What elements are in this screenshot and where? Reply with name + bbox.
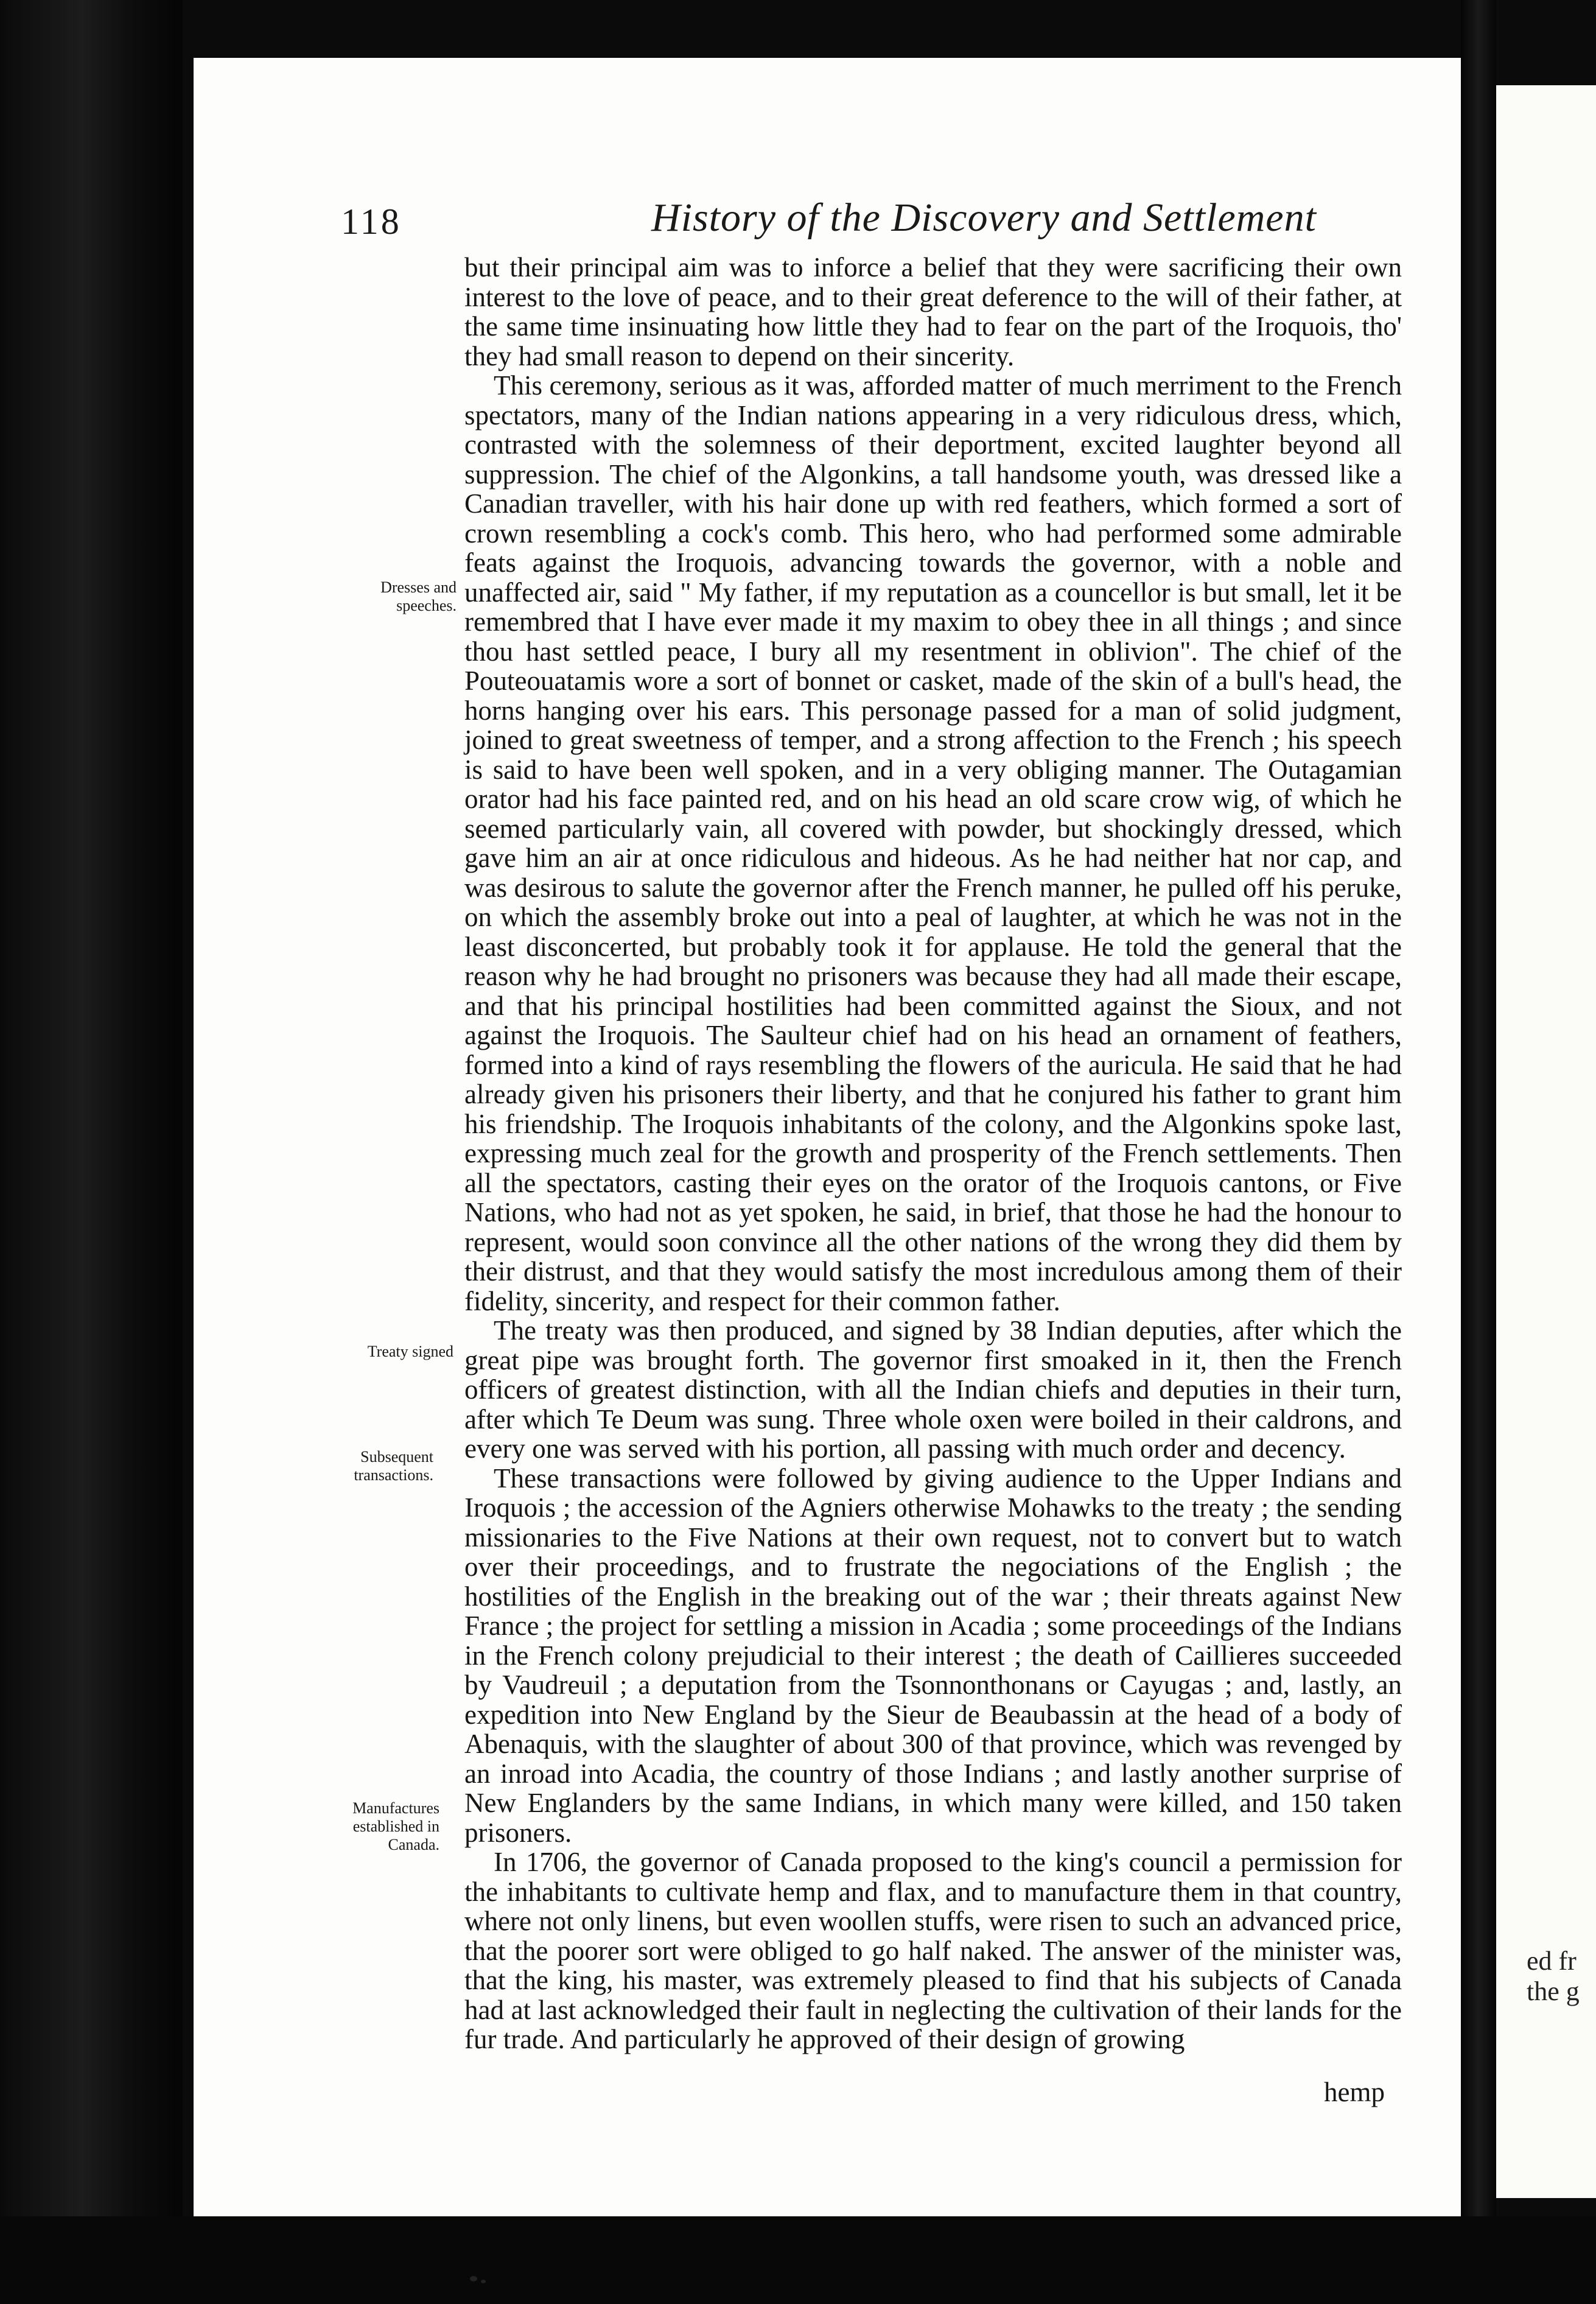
margin-note-subsequent: Subsequent transactions. — [354, 1448, 433, 1484]
paragraph: The treaty was then produced, and signed by 38 Indian deputies, after which the great pipe was brought forth. The governor first smoaked in it, then the French officers of greatest distinction, with all the Indian chiefs and deputies in their turn, after which Te Deum was sung. Three whole oxen were boiled in their caldrons, and every one was served with his portion, all passing with much order and decency. — [464, 1315, 1402, 1464]
dust-speck — [481, 2280, 486, 2283]
paragraph: but their principal aim was to inforce a belief that they were sacrificing their own interest to the love of peace, and to their great deference to the will of their father, at the same time insinuating how little they had to fear on the part of the Iroquois, tho' they had small reason to depend on their sincerity. — [464, 252, 1402, 371]
paragraph: This ceremony, serious as it was, afforded matter of much merriment to the French spectators, many of the Indian nations appearing in a very ridiculous dress, which, contrasted with the solemness of their deportment, excited laughter beyond all suppression. The chief of the Algonkins, a tall handsome youth, was dressed like a Canadian traveller, with his hair done up with red feathers, which formed a sort of crown resembling a cock's comb. This hero, who had performed some admirable feats against the Iroquois, advancing towards the governor, with a noble and unaffected air, said " My father, if my reputation as a councellor is but small, let it be remembred that I have ever made it my maxim to obey thee in all things ; and since thou hast settled peace, I bury all my resentment in oblivion". The chief of the Pouteouatamis wore a sort of bonnet or casket, made of the skin of a bull's head, the horns hanging over his ears. This personage passed for a man of solid judgment, joined to great sweetness of temper, and a strong affection to the French ; his speech is said to have been well spoken, and in a very obliging manner. The Outagamian orator had his face painted red, and on his head an old scare crow wig, of which he seemed particularly vain, all covered with powder, but shockingly dressed, which gave him an air at once ridiculous and hideous. As he had neither hat nor cap, and was desirous to salute the governor after the French manner, he pulled off his peruke, on which the assembly broke out into a peal of laughter, at which he was not in the least disconcerted, but probably took it for applause. He told the general that the reason why he had brought no prisoners was because they had all made their escape, and that his principal hostilities had been committed against the Sioux, and not against the Iroquois. The Saulteur chief had on his head an ornament of feathers, formed into a kind of rays resembling the flowers of the auricula. He said that he had already given his prisoners their liberty, and that he conjured his father to grant him his friendship. The Iroquois inhabitants of the colony, and the Algonkins spoke last, expressing much zeal for the growth and prosperity of the French settlements. Then all the spectators, casting their eyes on the orator of the Iroquois cantons, or Five Nations, who had not as yet spoken, he said, in brief, that those he had the honour to represent, would soon convince all the other nations of the wrong they did them by their distrust, and that they would satisfy the most incredulous among them of their fidelity, sincerity, and respect for their common father. — [464, 370, 1402, 1316]
paragraph: In 1706, the governor of Canada proposed to the king's council a permission for the inhabitants to cultivate hemp and flax, and to manufacture them in that country, where not only linens, but even woollen stuffs, were risen to such an advanced price, that the poorer sort were obliged to go half naked. The answer of the minister was, that the king, his master, was extremely pleased to find that his subjects of Canada had at last acknowledged their fault in neglecting the cultivation of their lands for the fur trade. And particularly he approved of their design of growing — [464, 1847, 1402, 2054]
paragraph: These transactions were followed by giving audience to the Upper Indians and Iroquois ; the accession of the Agniers otherwise Mohawks to the treaty ; the sending missionaries to the Five Nations at their own request, not to convert but to watch over their proceedings, and to frustrate the negociations of the English ; the hostilities of the English in the breaking out of the war ; their threats against New France ; the project for settling a mission in Acadia ; some proceedings of the Indians in the French colony prejudicial to their interest ; the death of Caillieres succeeded by Vaudreuil ; a deputation from the Tsonnonthonans or Cayugas ; and, lastly, an expedition into New England by the Sieur de Beaubassin at the head of a body of Abenaquis, with the slaughter of about 300 of that province, which was revenged by an inroad into Acadia, the country of those Indians ; and lastly another surprise of New Englanders by the same Indians, in which many were killed, and 150 taken prisoners. — [464, 1463, 1402, 1848]
gutter-shadow — [1461, 0, 1496, 2304]
scan-bottom-border — [0, 2216, 1596, 2304]
facing-page-fragment: ed fr — [1527, 1946, 1577, 1976]
margin-note-dresses: Dresses and speeches. — [380, 578, 457, 614]
margin-note-manufactures: Manufactures established in Canada. — [352, 1799, 439, 1853]
book-binding-shadow — [0, 0, 183, 2304]
facing-page-edge — [1496, 85, 1596, 2198]
body-text — [464, 253, 1402, 2054]
margin-note-treaty: Treaty signed — [367, 1343, 453, 1360]
running-head: History of the Discovery and Settlement — [651, 195, 1317, 240]
page-number: 118 — [341, 202, 402, 242]
facing-page-fragment: the g — [1527, 1976, 1580, 2006]
dust-speck — [470, 2276, 477, 2281]
catchword: hemp — [1324, 2077, 1385, 2107]
